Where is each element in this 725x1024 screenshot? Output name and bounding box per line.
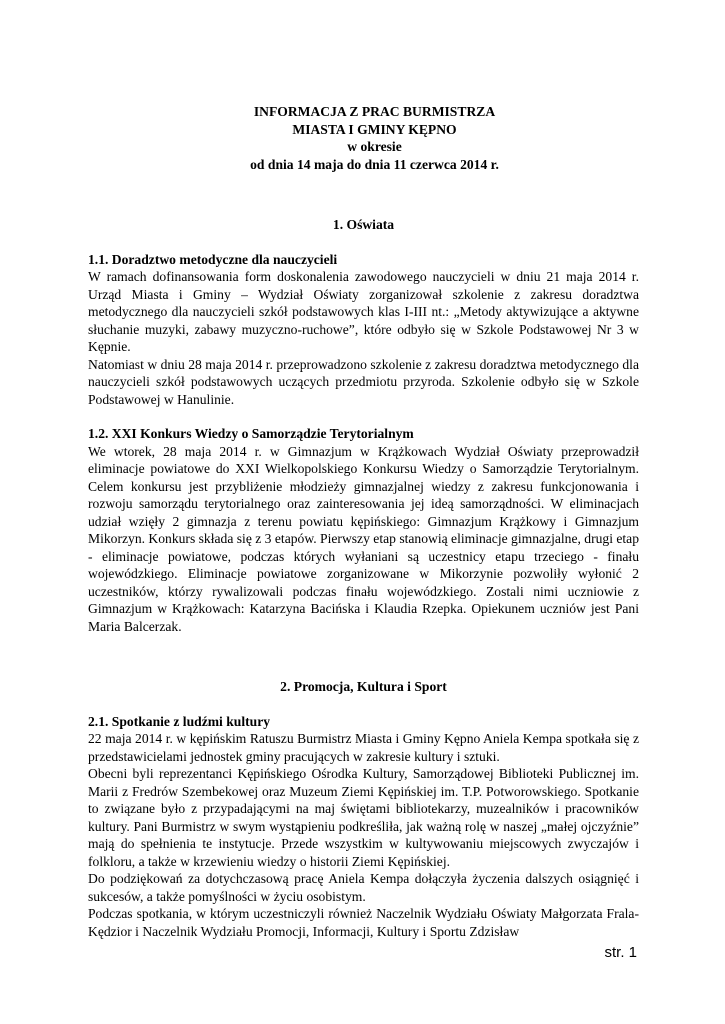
paragraph: 22 maja 2014 r. w kępińskim Ratuszu Burmistrz Miasta i Gminy Kępno Aniela Kempa spotkała się z przedstawicielami jednostek gminy pracujących w zakresie kultury i sztuki. <box>88 731 639 764</box>
title-line-4: od dnia 14 maja do dnia 11 czerwca 2014 r. <box>250 156 499 172</box>
document-page <box>88 103 639 940</box>
document-title <box>110 103 639 173</box>
title-line-3: w okresie <box>347 139 402 154</box>
page-number: str. 1 <box>604 944 637 961</box>
paragraph: Obecni byli reprezentanci Kępińskiego Ośrodka Kultury, Samorządowej Biblioteki Publicznej im. Marii z Fredrów Szembekowej oraz Muzeum Ziemi Kępińskiej im. T.P. Potworowskiego. Spotkanie to związane było z przypadającymi na maj świętami bibliotekarzy, muzealników i pracowników kultury. Pani Burmistrz w swym wystąpieniu podkreśliła, jak ważną rolę w naszej „małej ojczyźnie” mają do spełnienia te instytucje. Przede wszystkim w kultywowaniu miejscowych zwyczajów i folkloru, a także w krzewieniu wiedzy o historii Ziemi Kępińskiej. <box>88 766 639 869</box>
paragraph: We wtorek, 28 maja 2014 r. w Gimnazjum w Krążkowach Wydział Oświaty przeprowadził eliminacje powiatowe do XXI Wielkopolskiego Konkursu Wiedzy o Samorządzie Terytorialnym. Celem konkursu jest przybliżenie młodzieży gimnazjalnej wiedzy z zakresu funkcjonowania i rozwoju samorządu terytorialnego oraz zainteresowania jej ideą samorządności. W eliminacjach udział wzięły 2 gimnazja z terenu powiatu kępińskiego: Gimnazjum Krążkowy i Gimnazjum Mikorzyn. Konkurs składa się z 3 etapów. Pierwszy etap stanowią eliminacje gimnazjalne, drugi etap - eliminacje powiatowe, podczas których wyłaniani są uczestnicy etapu trzeciego - finału wojewódzkiego. Eliminacje powiatowe zorganizowane w Mikorzynie pozwoliły wyłonić 2 uczestników, którzy rywalizowali podczas finału wojewódzkiego. Zostali nimi uczniowie z Gimnazjum w Krążkowach: Katarzyna Bacińska i Klaudia Rzepka. Opiekunem uczniów jest Pani Maria Balcerzak. <box>88 443 640 634</box>
section-heading-oswiata: 1. Oświata <box>332 217 395 232</box>
section-heading-promocja: 2. Promocja, Kultura i Sport <box>280 679 447 694</box>
title-line-1: INFORMACJA Z PRAC BURMISTRZA <box>253 104 496 119</box>
paragraph: Natomiast w dniu 28 maja 2014 r. przeprowadzono szkolenie z zakresu doradztwa metodycznego dla nauczycieli szkół podstawowych uczących przedmiotu przyroda. Szkolenie odbyło się w Szkole Podstawowej w Hanulinie. <box>88 356 639 407</box>
subsection-heading-doradztwo: 1.1. Doradztwo metodyczne dla nauczycieli <box>88 251 338 267</box>
title-line-2: MIASTA I GMINY KĘPNO <box>292 121 457 137</box>
paragraph: Podczas spotkania, w którym uczestniczyli również Naczelnik Wydziału Oświaty Małgorzata Frala-Kędzior i Naczelnik Wydziału Promocji, Informacji, Kultury i Sportu Zdzisław <box>88 906 639 939</box>
subsection-heading-spotkanie: 2.1. Spotkanie z ludźmi kultury <box>88 713 271 729</box>
paragraph: Do podziękowań za dotychczasową pracę Aniela Kempa dołączyła życzenia dalszych osiągnięć i sukcesów, a także pomyślności w życiu osobistym. <box>88 871 639 904</box>
paragraph: W ramach dofinansowania form doskonalenia zawodowego nauczycieli w dniu 21 maja 2014 r. Urząd Miasta i Gminy – Wydział Oświaty zorganizował szkolenie z zakresu doradztwa metodycznego dla nauczycieli szkół podstawowych klas I-III nt.: „Metody aktywizujące a aktywne słuchanie muzyki, zabawy muzyczno-ruchowe”, które odbyło się w Szkole Podstawowej Nr 3 w Kępnie. <box>88 269 639 354</box>
subsection-heading-konkurs: 1.2. XXI Konkurs Wiedzy o Samorządzie Terytorialnym <box>88 426 414 441</box>
